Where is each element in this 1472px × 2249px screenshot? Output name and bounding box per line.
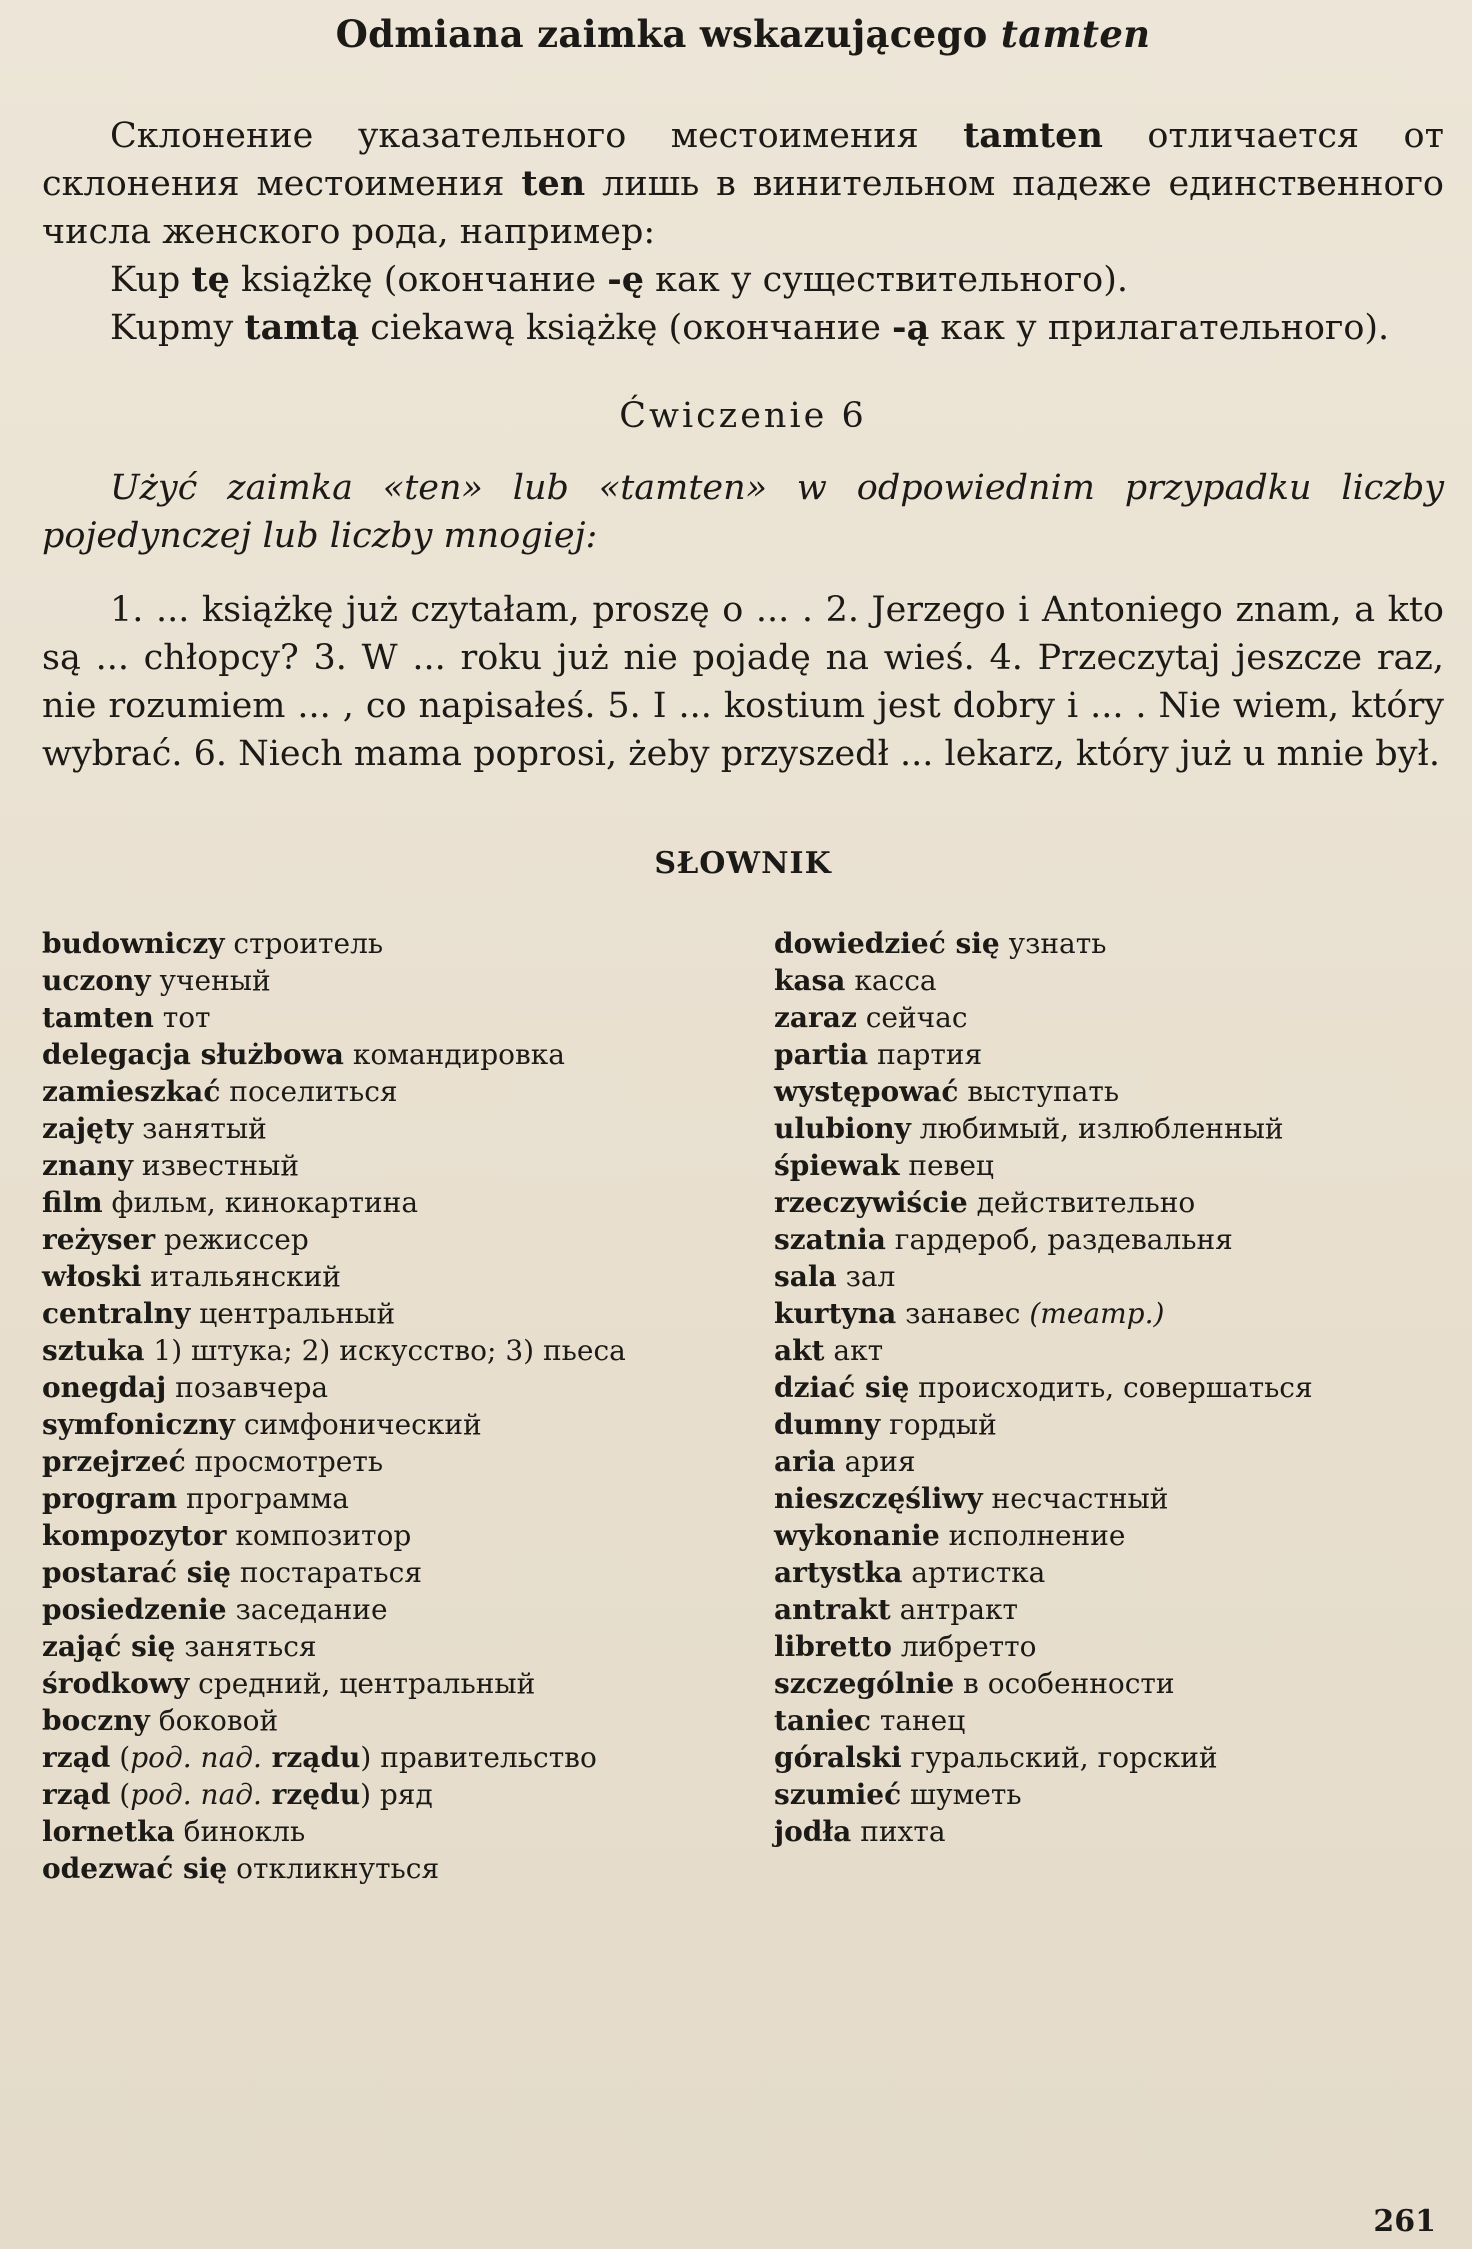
entry-word: boczny [42,1704,150,1737]
example-bold: -ą [892,307,930,348]
dictionary-entry [42,1850,762,1887]
dictionary-entry [42,1665,762,1702]
entry-translation: гуральский, горский [901,1741,1218,1774]
entry-translation: выступать [958,1075,1120,1108]
entry-translation: сейчас [856,1001,968,1034]
page-number: 261 [1373,2204,1436,2239]
entry-word: tamten [42,1001,154,1034]
entry-word: góralski [774,1741,902,1774]
entry-translation: заседание [226,1593,388,1626]
entry-word: środkowy [42,1667,190,1700]
entry-translation: откликнуться [227,1852,440,1885]
entry-translation: шуметь [901,1778,1022,1811]
entry-translation: в особенности [954,1667,1175,1700]
entry-translation: средний, центральный [189,1667,536,1700]
entry-word: program [42,1482,178,1515]
entry-word: występować [774,1075,959,1108]
entry-translation: просмотреть [185,1445,384,1478]
entry-translation: ученый [150,964,271,997]
dictionary-entry [42,999,762,1036]
dictionary-entry [42,1517,762,1554]
entry-word: onegdaj [42,1371,167,1404]
dictionary-entry [774,1221,1444,1258]
dictionary-entry [774,1702,1444,1739]
dictionary-entry [774,1665,1444,1702]
entry-translation: 1) штука; 2) искусство; 3) пьеса [144,1334,626,1367]
entry-translation: касса [845,964,937,997]
entry-word: zająć się [42,1630,176,1663]
dictionary-entry [774,1295,1444,1332]
entry-word: włoski [42,1260,142,1293]
dictionary-entry [42,1221,762,1258]
entry-word: zamieszkać [42,1075,221,1108]
entry-word: kurtyna [774,1297,897,1330]
entry-word: taniec [774,1704,871,1737]
dictionary-entry [42,1591,762,1628]
example-bold: tamtą [244,307,360,348]
dictionary-entry [774,962,1444,999]
dictionary-left-column [42,925,762,1887]
entry-translation: зал [836,1260,896,1293]
entry-paren: ( [110,1741,131,1774]
exercise-task: Użyć zaimka «ten» lub «tamten» w odpowiednim przypadku liczby pojedynczej lub liczby mnogiej: [42,468,1444,556]
entry-note: род. пад. [130,1741,262,1774]
dictionary-entry [774,1258,1444,1295]
dictionary-entry [42,1295,762,1332]
entry-translation: либретто [891,1630,1037,1663]
example-text: Kupmy [110,308,245,348]
entry-translation: строитель [224,927,384,960]
intro-paragraph [42,112,1444,256]
dictionary-entry [774,1480,1444,1517]
entry-word: symfoniczny [42,1408,235,1441]
example-text: Kup [110,260,192,300]
entry-translation: постараться [231,1556,422,1589]
dictionary-title: SŁOWNIK [654,846,832,881]
dictionary-entry [42,962,762,999]
dictionary-entry [774,1110,1444,1147]
entry-translation: тот [153,1001,211,1034]
dictionary-entry [42,1332,762,1369]
intro-text: лишь в винительном падеже единственного числа женского рода, например: [42,164,1444,252]
entry-word: śpiewak [774,1149,900,1182]
example-1 [42,256,1444,304]
dictionary-entry [42,1554,762,1591]
intro-bold: tamten [963,115,1103,156]
entry-translation: позавчера [166,1371,329,1404]
dictionary-entry [774,1517,1444,1554]
entry-translation: акт [824,1334,884,1367]
entry-translation: исполнение [939,1519,1126,1552]
entry-word: antrakt [774,1593,891,1626]
dictionary-entry [42,1036,762,1073]
entry-word: reżyser [42,1223,156,1256]
entry-word: libretto [774,1630,892,1663]
title-plain: Odmiana zaimka wskazującego [335,12,1001,56]
dictionary-entry [774,1184,1444,1221]
dictionary-entry [42,1480,762,1517]
dictionary-entry [774,1776,1444,1813]
dictionary-entry [774,1739,1444,1776]
entry-word: zaraz [774,1001,857,1034]
entry-translation: боковой [149,1704,279,1737]
entry-word: przejrzeć [42,1445,186,1478]
entry-word: artystka [774,1556,903,1589]
entry-translation: антракт [890,1593,1019,1626]
entry-translation: известный [133,1149,299,1182]
entry-translation: любимый, излюбленный [910,1112,1284,1145]
entry-translation: бинокль [174,1815,306,1848]
entry-genitive: rządu [261,1741,361,1774]
entry-word: zajęty [42,1112,134,1145]
dictionary-entry [774,1628,1444,1665]
example-text: książkę (окончание [229,260,608,300]
dictionary-entry [42,1813,762,1850]
entry-word: szumieć [774,1778,902,1811]
entry-translation: партия [868,1038,983,1071]
entry-word: sztuka [42,1334,145,1367]
intro-text: Склонение указательного местоимения [110,116,964,156]
entry-note: род. пад. [130,1778,262,1811]
example-bold: -ę [607,259,645,300]
dictionary-entry [42,1184,762,1221]
example-bold: tę [191,259,230,300]
entry-translation: композитор [226,1519,412,1552]
dictionary-entry [774,1147,1444,1184]
entry-word: aria [774,1445,836,1478]
entry-translation: занавес [896,1297,1030,1330]
entry-translation: происходить, совершаться [909,1371,1313,1404]
dictionary-entry [774,925,1444,962]
entry-translation: гардероб, раздевальня [885,1223,1233,1256]
entry-translation: поселиться [220,1075,398,1108]
entry-translation: занятый [133,1112,267,1145]
example-2 [42,304,1444,352]
dictionary-entry [42,1147,762,1184]
dictionary-entry [42,1739,762,1776]
example-text: ciekawą książkę (окончание [359,308,893,348]
dictionary-entry [42,1776,762,1813]
entry-word: znany [42,1149,134,1182]
example-text: как у существительного). [644,260,1129,300]
dictionary-entry [42,1628,762,1665]
dictionary [42,925,1444,1887]
entry-word: rzeczywiście [774,1186,968,1219]
entry-translation: заняться [175,1630,317,1663]
entry-translation: танец [870,1704,966,1737]
entry-translation: несчастный [982,1482,1169,1515]
entry-translation: программа [177,1482,349,1515]
dictionary-entry [42,1443,762,1480]
entry-translation: режиссер [155,1223,309,1256]
entry-translation: пихта [851,1815,946,1848]
dictionary-entry [774,1332,1444,1369]
dictionary-entry [774,1369,1444,1406]
entry-translation: действительно [967,1186,1196,1219]
section-title [42,0,1444,56]
dictionary-right-column [774,925,1444,1887]
dictionary-entry [774,1813,1444,1850]
dictionary-entry [774,1591,1444,1628]
entry-word: rząd [42,1778,111,1811]
entry-translation: итальянский [141,1260,341,1293]
entry-word: jodła [774,1815,852,1848]
entry-word: dowiedzieć się [774,927,1000,960]
dictionary-entry [42,1406,762,1443]
entry-word: kompozytor [42,1519,227,1552]
entry-word: ulubiony [774,1112,911,1145]
entry-word: akt [774,1334,825,1367]
entry-translation: ) правительство [360,1741,597,1774]
entry-genitive: rzędu [261,1778,361,1811]
entry-word: dziać się [774,1371,910,1404]
dictionary-entry [42,1073,762,1110]
entry-word: budowniczy [42,927,225,960]
dictionary-entry [42,1702,762,1739]
entry-word: posiedzenie [42,1593,227,1626]
entry-translation: певец [899,1149,994,1182]
dictionary-entry [774,1443,1444,1480]
title-italic: tamten [1000,12,1151,56]
example-text: как у прилагательного). [929,308,1390,348]
dictionary-entry [774,1406,1444,1443]
entry-word: nieszczęśliwy [774,1482,983,1515]
entry-word: wykonanie [774,1519,940,1552]
entry-translation: гордый [880,1408,997,1441]
dictionary-entry [42,925,762,962]
entry-translation: ария [835,1445,916,1478]
dictionary-entry [774,999,1444,1036]
intro-text: отличается от склонения местоимения [42,116,1444,204]
entry-word: lornetka [42,1815,175,1848]
entry-translation: командировка [343,1038,565,1071]
entry-word: rząd [42,1741,111,1774]
exercise-text: 1. ... książkę już czytałam, proszę o ... . 2. Jerzego i Antoniego znam, a kto są ... chłopcy? 3. W ... roku już nie pojadę na wieś. 4. Przeczytaj jeszcze raz, nie rozumiem ... , co napisałeś. 5. I ... kostium jest dobry i ... . Nie wiem, który wybrać. 6. Niech mama poprosi, żeby przyszedł ... lekarz, który już u mnie był. [42,590,1444,774]
dictionary-entry [42,1369,762,1406]
entry-word: film [42,1186,103,1219]
dictionary-entry [774,1073,1444,1110]
entry-translation: центральный [190,1297,396,1330]
entry-translation: фильм, кинокартина [102,1186,419,1219]
entry-paren: ( [110,1778,131,1811]
entry-translation: ) ряд [360,1778,433,1811]
dictionary-entry [774,1554,1444,1591]
entry-word: delegacja służbowa [42,1038,344,1071]
intro-bold: ten [521,163,586,204]
entry-word: uczony [42,964,151,997]
entry-word: szatnia [774,1223,886,1256]
entry-translation: узнать [999,927,1107,960]
dictionary-entry [774,1036,1444,1073]
dictionary-entry [42,1110,762,1147]
entry-translation: симфонический [234,1408,482,1441]
entry-word: kasa [774,964,846,997]
entry-word: sala [774,1260,837,1293]
dictionary-entry [42,1258,762,1295]
entry-note: (театр.) [1029,1297,1165,1330]
entry-translation: артистка [902,1556,1046,1589]
entry-word: postarać się [42,1556,231,1589]
exercise-title: Ćwiczenie 6 [619,396,867,436]
entry-word: szczególnie [774,1667,955,1700]
entry-word: centralny [42,1297,191,1330]
entry-word: dumny [774,1408,881,1441]
entry-word: odezwać się [42,1852,228,1885]
entry-word: partia [774,1038,869,1071]
